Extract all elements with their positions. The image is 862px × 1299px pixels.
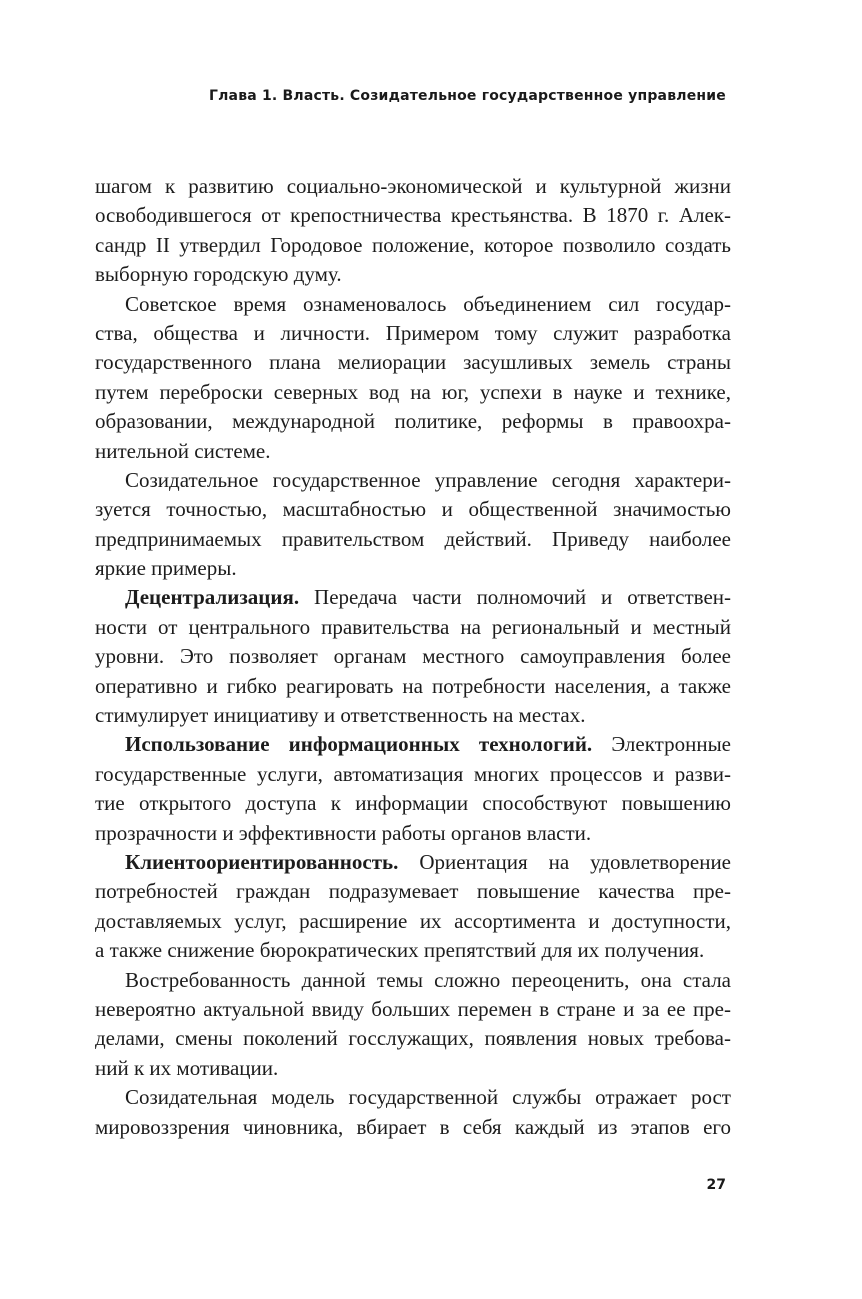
text-line: шагом к развитию социально-экономической и культурной жизни: [95, 174, 731, 198]
bold-lead: Использование информационных технологий.: [125, 732, 593, 757]
paragraph: [95, 848, 731, 966]
text-line: сандр II утвердил Городовое положение, которое позволило создать: [95, 232, 731, 257]
text-line: оперативно и гибко реагировать на потребности населения, а также: [95, 673, 731, 698]
running-header: Глава 1. Власть. Созидательное государственное управление: [208, 88, 726, 104]
text-line: нительной системе.: [95, 438, 271, 463]
bold-lead: Клиентоориентированность.: [125, 849, 399, 874]
text-line: зуется точностью, масштабностью и общественной значимостью: [95, 497, 731, 522]
text-line: прозрачности и эффективности работы органов власти.: [95, 820, 592, 845]
text-run: Ориентация на удовлетворение: [398, 849, 731, 874]
bold-lead: Децентрализация.: [125, 585, 300, 610]
text-line: государственные услуги, автоматизация многих процессов и разви-: [95, 761, 731, 786]
text-line: [95, 730, 731, 759]
text-run: Передача части полномочий и ответствен-: [299, 585, 731, 610]
paragraph: [95, 1083, 731, 1142]
text-line: Созидательное государственное управление сегодня характери-: [125, 467, 731, 492]
text-line: ности от центрального правительства на региональный и местный: [95, 614, 731, 639]
text-line: уровни. Это позволяет органам местного самоуправления более: [95, 644, 731, 669]
paragraph: [95, 172, 731, 290]
text-line: Востребованность данной темы сложно переоценить, она стала: [125, 967, 731, 992]
text-line: тие открытого доступа к информации способствуют повышению: [95, 791, 731, 816]
text-line: делами, смены поколений госслужащих, появления новых требова-: [95, 1026, 731, 1051]
text-line: стимулирует инициативу и ответственность на местах.: [95, 703, 586, 728]
paragraph: [95, 966, 731, 1084]
text-line: яркие примеры.: [95, 556, 237, 581]
text-line: доставляемых услуг, расширение их ассортимента и доступности,: [95, 908, 731, 933]
text-line: выборную городскую думу.: [95, 262, 342, 287]
text-line: предпринимаемых правительством действий. Приведу наиболее: [95, 526, 731, 551]
text-line: путем переброски северных вод на юг, успехи в науке и технике,: [95, 379, 731, 404]
paragraph: [95, 583, 731, 730]
text-line: а также снижение бюрократических препятствий для их получения.: [95, 938, 705, 963]
text-line: государственного плана мелиорации засушливых земель страны: [95, 350, 731, 375]
text-line: образовании, международной политике, реформы в правоохра-: [95, 409, 731, 434]
text-line: ний к их мотивации.: [95, 1055, 279, 1080]
text-run: Электронные: [592, 732, 731, 757]
text-line: Созидательная модель государственной службы отражает рост: [125, 1085, 731, 1110]
text-line: потребностей граждан подразумевает повышение качества пре-: [95, 879, 731, 904]
paragraph: [95, 730, 731, 848]
paragraph: [95, 290, 731, 466]
text-line: невероятно актуальной ввиду больших перемен в стране и за ее пре-: [95, 996, 731, 1021]
text-line: [95, 583, 731, 612]
page-number: 27: [706, 1177, 726, 1193]
text-line: ства, общества и личности. Примером тому служит разработка: [95, 320, 731, 345]
text-line: Советское время ознаменовалось объединением сил государ-: [125, 291, 731, 316]
text-line: [95, 848, 731, 877]
text-line: мировоззрения чиновника, вбирает в себя каждый из этапов его: [95, 1114, 731, 1139]
text-line: освободившегося от крепостничества крестьянства. В 1870 г. Алек-: [95, 203, 731, 228]
body-text: [95, 172, 731, 1142]
paragraph: [95, 466, 731, 584]
